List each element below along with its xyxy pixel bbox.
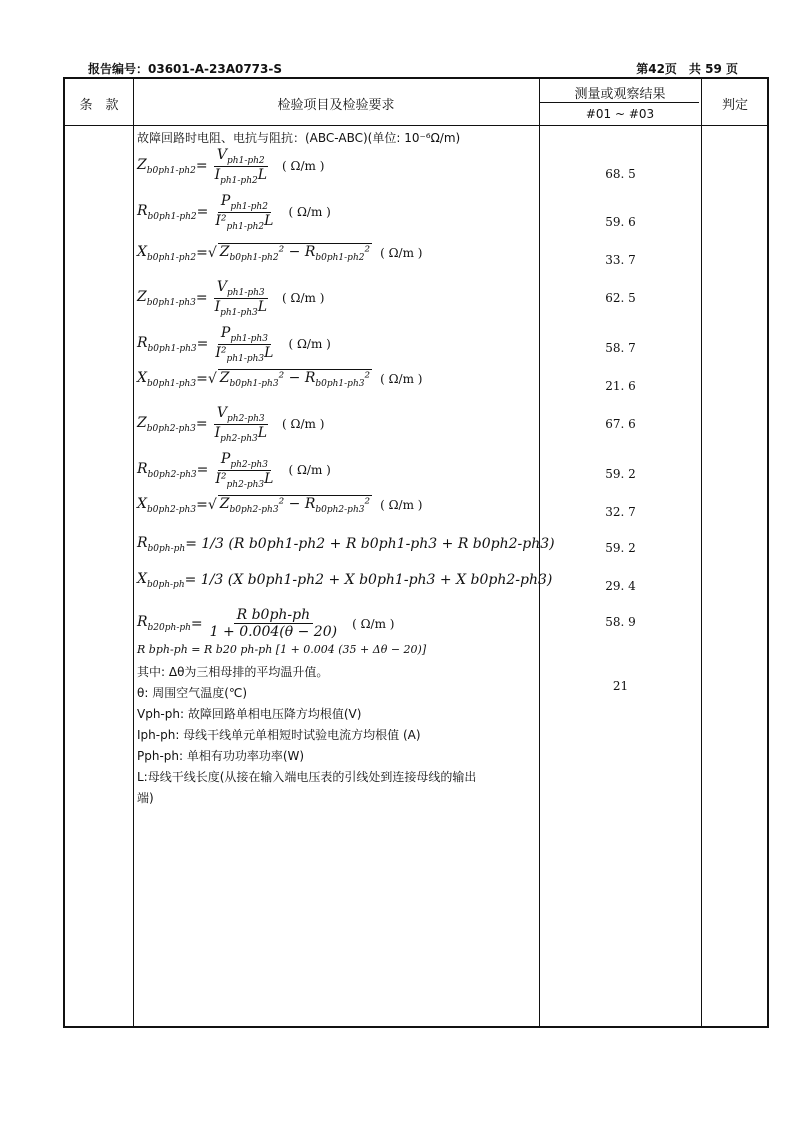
denominator-symbol-base: I [214,166,221,183]
sqrt-term-a-base: Z [219,244,230,260]
result-value: 32. 7 [605,505,636,519]
r20-lhs [137,614,191,633]
sqrt-sign: √ [207,370,217,387]
note-line: θ: 周围空气温度(℃) [137,686,248,700]
average-lhs-base: X [137,571,147,587]
sqrt-term-b-sub: b0ph1-ph2 [315,252,365,263]
fraction-numerator [218,325,271,345]
fraction-numerator [214,405,268,425]
result-value: 59. 6 [605,215,636,229]
denominator-symbol-sub: ph1-ph3 [226,353,265,364]
length-symbol: L [264,212,274,229]
formula-row [137,147,324,186]
formula-lhs-sub: b0ph1-ph3 [146,378,197,389]
r20-fraction [207,607,340,640]
unit-label: ( Ω/m ) [282,417,325,432]
sqrt-body [218,495,372,515]
formula-row [137,279,324,318]
result-value: 68. 5 [605,167,636,181]
denominator-symbol [215,212,265,232]
equals-sign: = [196,496,208,513]
fraction-denominator [212,425,270,444]
sqrt-term-b-base: R [304,370,316,386]
unit-label: ( Ω/m ) [288,463,331,478]
r20-formula [137,607,394,640]
formula-lhs-sub: b0ph2-ph3 [146,423,196,434]
denominator-symbol [215,470,265,490]
numerator-symbol-base: P [220,325,231,341]
average-lhs-base: R [137,535,148,551]
length-symbol: L [264,344,274,361]
unit-label: ( Ω/m ) [282,159,325,174]
denominator-symbol-sub: ph1-ph2 [226,221,265,232]
denominator-symbol [214,166,258,186]
sqrt-sign: √ [207,244,217,261]
denominator-symbol-base: I [214,424,221,441]
square-a: ² − [278,244,305,260]
formula-lhs-sub: b0ph1-ph3 [146,297,196,308]
sqrt-term-a-base: Z [219,370,230,386]
sqrt-term-b-base: R [304,496,316,512]
unit-label: ( Ω/m ) [352,616,395,631]
denominator-symbol-base: I [214,298,221,315]
formula-row [137,325,331,364]
item-header: 检验项目及检验要求 [277,98,395,113]
intro-text: 故障回路时电阻、电抗与阻抗：(ABC-ABC)(单位: 10⁻⁶Ω/m) [137,131,461,145]
fraction-denominator [212,167,270,186]
formula-lhs [137,157,196,176]
formula-lhs-base: Z [137,288,147,305]
sqrt-term-b [304,244,365,263]
page-header [88,58,738,76]
r20-lhs-base: R [137,614,148,631]
numerator-symbol [220,193,268,212]
denominator-symbol [215,344,265,364]
note-line: Iph-ph: 母线干线单元单相短时试验电流方均根值 (A) [137,728,421,742]
unit-label: ( Ω/m ) [380,245,423,260]
average-rhs: = 1/3 (R b0ph1-ph2 + R b0ph1-ph3 + R b0ph2-ph3) [185,536,555,553]
denominator-symbol-base: I² [215,470,227,487]
equals-sign: = [195,158,208,175]
formula-lhs-sub: b0ph1-ph2 [146,252,197,263]
denominator-symbol-sub: ph1-ph3 [220,307,258,318]
fraction [212,279,270,318]
formula-row [137,369,422,389]
sqrt-term-a [219,496,279,515]
fraction [212,325,276,364]
average-lhs [137,535,185,554]
result-value: 21. 6 [605,379,636,393]
denominator-symbol-sub: ph1-ph2 [220,175,258,186]
sqrt-term-b-sub: b0ph1-ph3 [315,378,365,389]
sqrt-term-b-base: R [304,244,316,260]
rbph-formula: R bph-ph = R b20 ph-ph [1 + 0.004 (35 + Δθ − 20)] [137,643,427,656]
length-symbol: L [257,166,268,183]
equals-sign: = [195,416,208,433]
unit-label: ( Ω/m ) [380,371,423,386]
sqrt-term-a-base: Z [219,496,230,512]
formula-lhs-base: X [137,243,147,260]
formula-lhs-sub: b0ph1-ph2 [147,211,197,222]
fraction [212,451,276,490]
square-a: ² − [278,496,305,512]
length-symbol: L [257,298,268,315]
formula-lhs [137,203,197,222]
denominator-symbol [214,424,258,444]
numerator-symbol-sub: ph2-ph3 [230,459,268,470]
equals-sign: = [196,462,209,479]
sqrt-body [218,243,372,263]
fraction-denominator [212,299,270,318]
formula-lhs [137,370,196,389]
equals-sign: = [196,204,209,221]
result-value: 67. 6 [605,417,636,431]
equals-sign: = [196,336,209,353]
inspection-table [63,77,769,1028]
sqrt-term-b [304,496,365,515]
unit-label: ( Ω/m ) [380,497,423,512]
sqrt-term-a [219,370,279,389]
formula-row [137,243,422,263]
fraction-numerator [214,279,268,299]
fraction [212,147,270,186]
formula-lhs-sub: b0ph2-ph3 [147,469,197,480]
average-lhs-sub: b0ph-ph [146,579,185,590]
numerator-symbol-sub: ph1-ph3 [230,333,268,344]
numerator-symbol [216,405,265,424]
sqrt-term-b [304,370,365,389]
fraction-numerator [218,193,271,213]
average-lhs-sub: b0ph-ph [147,543,186,554]
square-b: ² [364,370,371,386]
average-result: 59. 2 [605,541,636,555]
sqrt-term-a [219,244,279,263]
formula-lhs-base: R [137,202,148,219]
note-line: L:母线干线长度(从接在输入端电压表的引线处到连接母线的输出 [137,770,477,784]
r20-lhs-sub: b20ph-ph [147,622,191,633]
average-formula [137,571,552,590]
formula-lhs [137,461,197,480]
clause-header: 条 款 [79,98,119,113]
formula-lhs-base: R [137,334,148,351]
numerator-symbol [216,279,265,298]
formula-lhs-base: Z [137,414,147,431]
numerator-symbol [220,451,268,470]
denominator-symbol-base: I² [215,344,227,361]
formula-row [137,193,331,232]
equals-sign: = [190,615,203,632]
average-result: 29. 4 [605,579,636,593]
fraction-denominator [212,471,276,490]
equals-sign: = [195,290,208,307]
fraction-numerator [214,147,268,167]
formula-lhs [137,244,196,263]
numerator-symbol-base: P [220,451,231,467]
col-divider-clause [133,79,134,1026]
sqrt-term-a-sub: b0ph1-ph3 [229,378,279,389]
sqrt-term-a-sub: b0ph2-ph3 [229,504,279,515]
fraction [212,405,270,444]
formula-lhs [137,335,197,354]
average-lhs [137,571,185,590]
numerator-symbol-base: V [216,147,228,163]
square-b: ² [364,244,371,260]
average-rhs: = 1/3 (X b0ph1-ph2 + X b0ph1-ph3 + X b0ph2-ph3) [184,572,553,589]
denominator-symbol-sub: ph2-ph3 [220,433,258,444]
numerator-symbol-sub: ph1-ph2 [227,155,265,166]
unit-label: ( Ω/m ) [288,337,331,352]
note-line: 其中: Δθ为三相母排的平均温升值。 [137,665,329,679]
numerator-symbol-sub: ph1-ph3 [227,287,265,298]
result-value: 62. 5 [605,291,636,305]
fraction-denominator [212,213,276,232]
formula-lhs-base: X [137,369,147,386]
r20-numerator: R b0ph-ph [234,607,314,624]
denominator-symbol-sub: ph2-ph3 [226,479,265,490]
square-b: ² [364,496,371,512]
note-line: Pph-ph: 单相有功功率功率(W) [137,749,305,763]
judge-header: 判定 [721,98,748,113]
result-value: 59. 2 [605,467,636,481]
equals-sign: = [196,244,208,261]
r20-denominator: 1 + 0.004(θ − 20) [209,624,338,640]
sqrt-term-a-sub: b0ph1-ph2 [229,252,279,263]
formula-lhs-sub: b0ph1-ph2 [146,165,196,176]
formula-row [137,451,331,490]
formula-lhs [137,415,196,434]
formula-lhs-base: X [137,495,147,512]
sample-header: #01 ~ #03 [585,107,655,121]
r20-result: 58. 9 [605,615,636,629]
denominator-symbol-base: I² [215,212,227,229]
header-divider [65,125,767,126]
formula-lhs [137,496,196,515]
note-line: Vph-ph: 故障回路单相电压降方均根值(V) [137,707,362,721]
result-subdivider [539,102,699,103]
numerator-symbol-base: V [216,405,228,421]
numerator-symbol-sub: ph1-ph2 [230,201,268,212]
numerator-symbol [220,325,268,344]
sqrt-term-b-sub: b0ph2-ph3 [315,504,365,515]
result-value: 33. 7 [605,253,636,267]
numerator-symbol [216,147,265,166]
fraction-denominator [212,345,276,364]
formula-lhs-base: Z [137,156,147,173]
note-line: 端) [137,791,154,805]
sqrt-body [218,369,372,389]
equals-sign: = [196,370,208,387]
result-header: 测量或观察结果 [574,87,666,102]
fraction [212,193,276,232]
report-number: 报告编号：03601-A-23A0773-S [88,62,283,76]
numerator-symbol-base: P [220,193,231,209]
page-info: 第42页 共 59 页 [636,62,738,76]
average-formula [137,535,555,554]
length-symbol: L [264,470,274,487]
length-symbol: L [257,424,268,441]
unit-label: ( Ω/m ) [282,291,325,306]
formula-lhs-sub: b0ph1-ph3 [147,343,197,354]
formula-row [137,405,324,444]
formula-row [137,495,422,515]
result-value: 58. 7 [605,341,636,355]
square-a: ² − [278,370,305,386]
formula-lhs-sub: b0ph2-ph3 [146,504,197,515]
denominator-symbol [214,298,258,318]
theta-result: 21 [612,679,629,693]
formula-lhs-base: R [137,460,148,477]
sqrt-sign: √ [207,496,217,513]
unit-label: ( Ω/m ) [288,205,331,220]
formula-lhs [137,289,196,308]
numerator-symbol-base: V [216,279,228,295]
fraction-numerator [218,451,271,471]
numerator-symbol-sub: ph2-ph3 [227,413,265,424]
